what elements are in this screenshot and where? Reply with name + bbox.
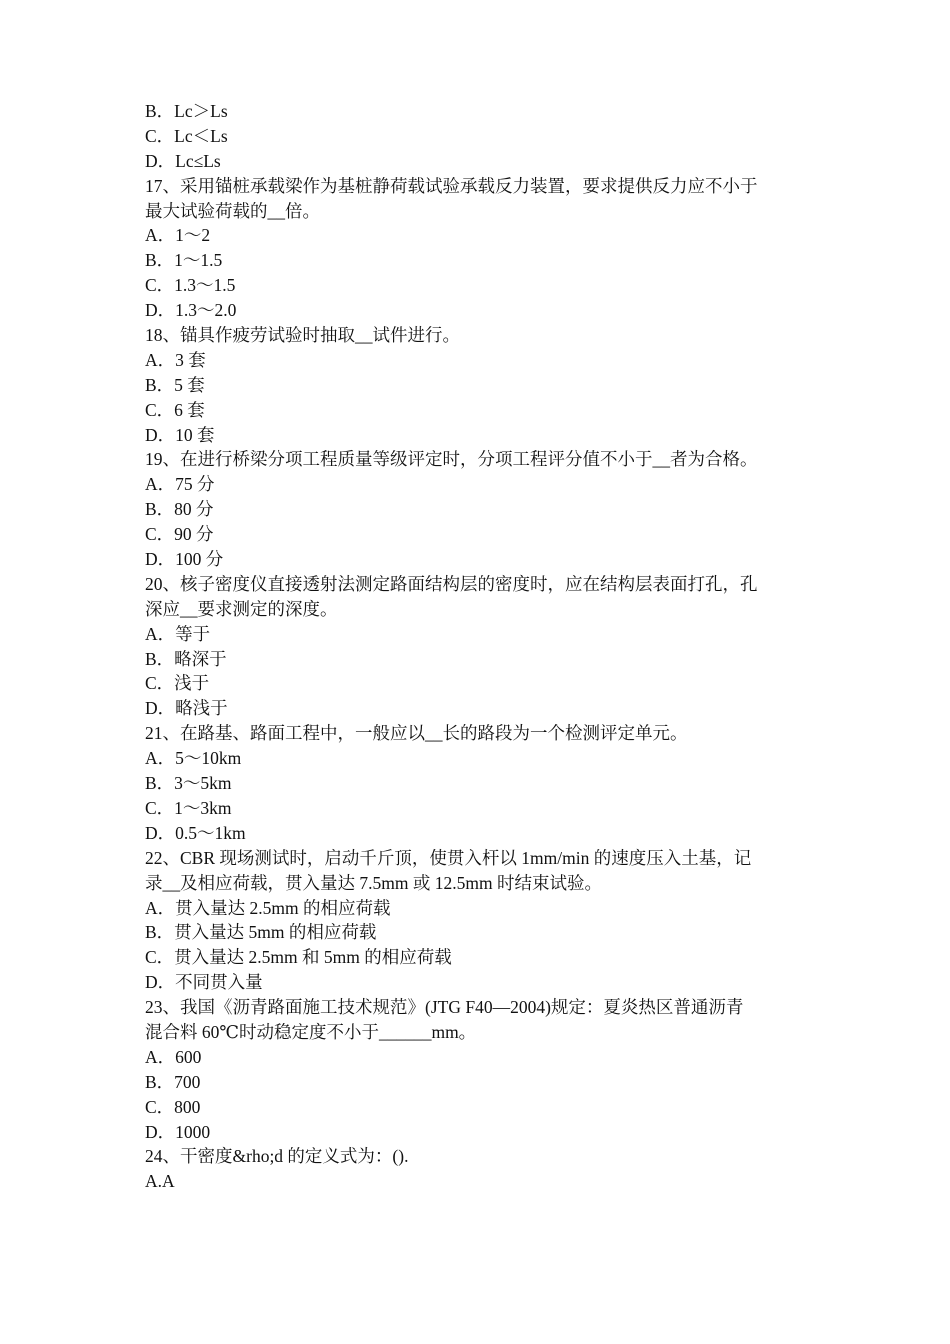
option-line: B．700 <box>145 1071 201 1092</box>
option-line: C．800 <box>145 1096 201 1117</box>
question-24: 24、干密度&rho;d 的定义式为：(). <box>145 1146 409 1167</box>
option-line: B．5 套 <box>145 374 205 395</box>
option-line: C．浅于 <box>145 673 210 694</box>
option-line: A．1～2 <box>145 225 211 246</box>
option-line: B．Lc＞Ls <box>145 101 228 121</box>
option-line: D．1000 <box>145 1121 211 1142</box>
question-23-line-2: 混合料 60℃时动稳定度不小于______mm。 <box>145 1021 477 1042</box>
option-line: A．75 分 <box>145 474 215 495</box>
option-line: D．不同贯入量 <box>145 972 263 993</box>
option-line: D．10 套 <box>145 424 215 445</box>
question-17-line-1: 17、采用锚桩承载梁作为基桩静荷载试验承载反力装置，要求提供反力应不小于 <box>145 175 758 196</box>
question-text-body <box>145 99 815 1194</box>
option-line: C．1～3km <box>145 797 232 818</box>
question-22-line-1: 22、CBR 现场测试时，启动千斤顶，使贯入杆以 1mm/min 的速度压入土基，记 <box>145 847 752 868</box>
question-18: 18、锚具作疲劳试验时抽取__试件进行。 <box>145 325 460 346</box>
option-line: A．5～10km <box>145 748 242 769</box>
option-line: B．3～5km <box>145 773 232 794</box>
question-17-line-2: 最大试验荷载的__倍。 <box>145 200 320 221</box>
option-line: D．Lc≤Ls <box>145 150 221 171</box>
option-line: A．3 套 <box>145 349 206 370</box>
option-line: B．80 分 <box>145 499 214 520</box>
option-line: D．1.3～2.0 <box>145 300 237 321</box>
option-line: C．Lc＜Ls <box>145 125 228 146</box>
option-line: C．1.3～1.5 <box>145 275 236 296</box>
question-20-line-2: 深应__要求测定的深度。 <box>145 598 338 619</box>
option-line: D．略浅于 <box>145 698 228 719</box>
option-line: B．贯入量达 5mm 的相应荷载 <box>145 922 377 943</box>
option-line: D．0.5～1km <box>145 822 246 843</box>
question-20-line-1: 20、核子密度仪直接透射法测定路面结构层的密度时，应在结构层表面打孔，孔 <box>145 573 758 594</box>
question-23-line-1: 23、我国《沥青路面施工技术规范》(JTG F40—2004)规定：夏炎热区普通沥青 <box>145 997 744 1018</box>
option-line: A．等于 <box>145 623 211 644</box>
question-19: 19、在进行桥梁分项工程质量等级评定时，分项工程评分值不小于__者为合格。 <box>145 449 758 470</box>
option-line: A．600 <box>145 1046 202 1067</box>
option-line: D．100 分 <box>145 549 224 570</box>
question-22-line-2: 录__及相应荷载，贯入量达 7.5mm 或 12.5mm 时结束试验。 <box>145 872 602 893</box>
question-21: 21、在路基、路面工程中，一般应以__长的路段为一个检测评定单元。 <box>145 723 688 744</box>
option-line: C．贯入量达 2.5mm 和 5mm 的相应荷载 <box>145 947 452 968</box>
option-line: B．略深于 <box>145 648 227 669</box>
option-line: A.A <box>145 1171 175 1192</box>
option-line: B．1～1.5 <box>145 250 223 271</box>
option-line: C．90 分 <box>145 524 214 545</box>
option-line: C．6 套 <box>145 399 205 420</box>
option-line: A．贯入量达 2.5mm 的相应荷载 <box>145 897 391 918</box>
